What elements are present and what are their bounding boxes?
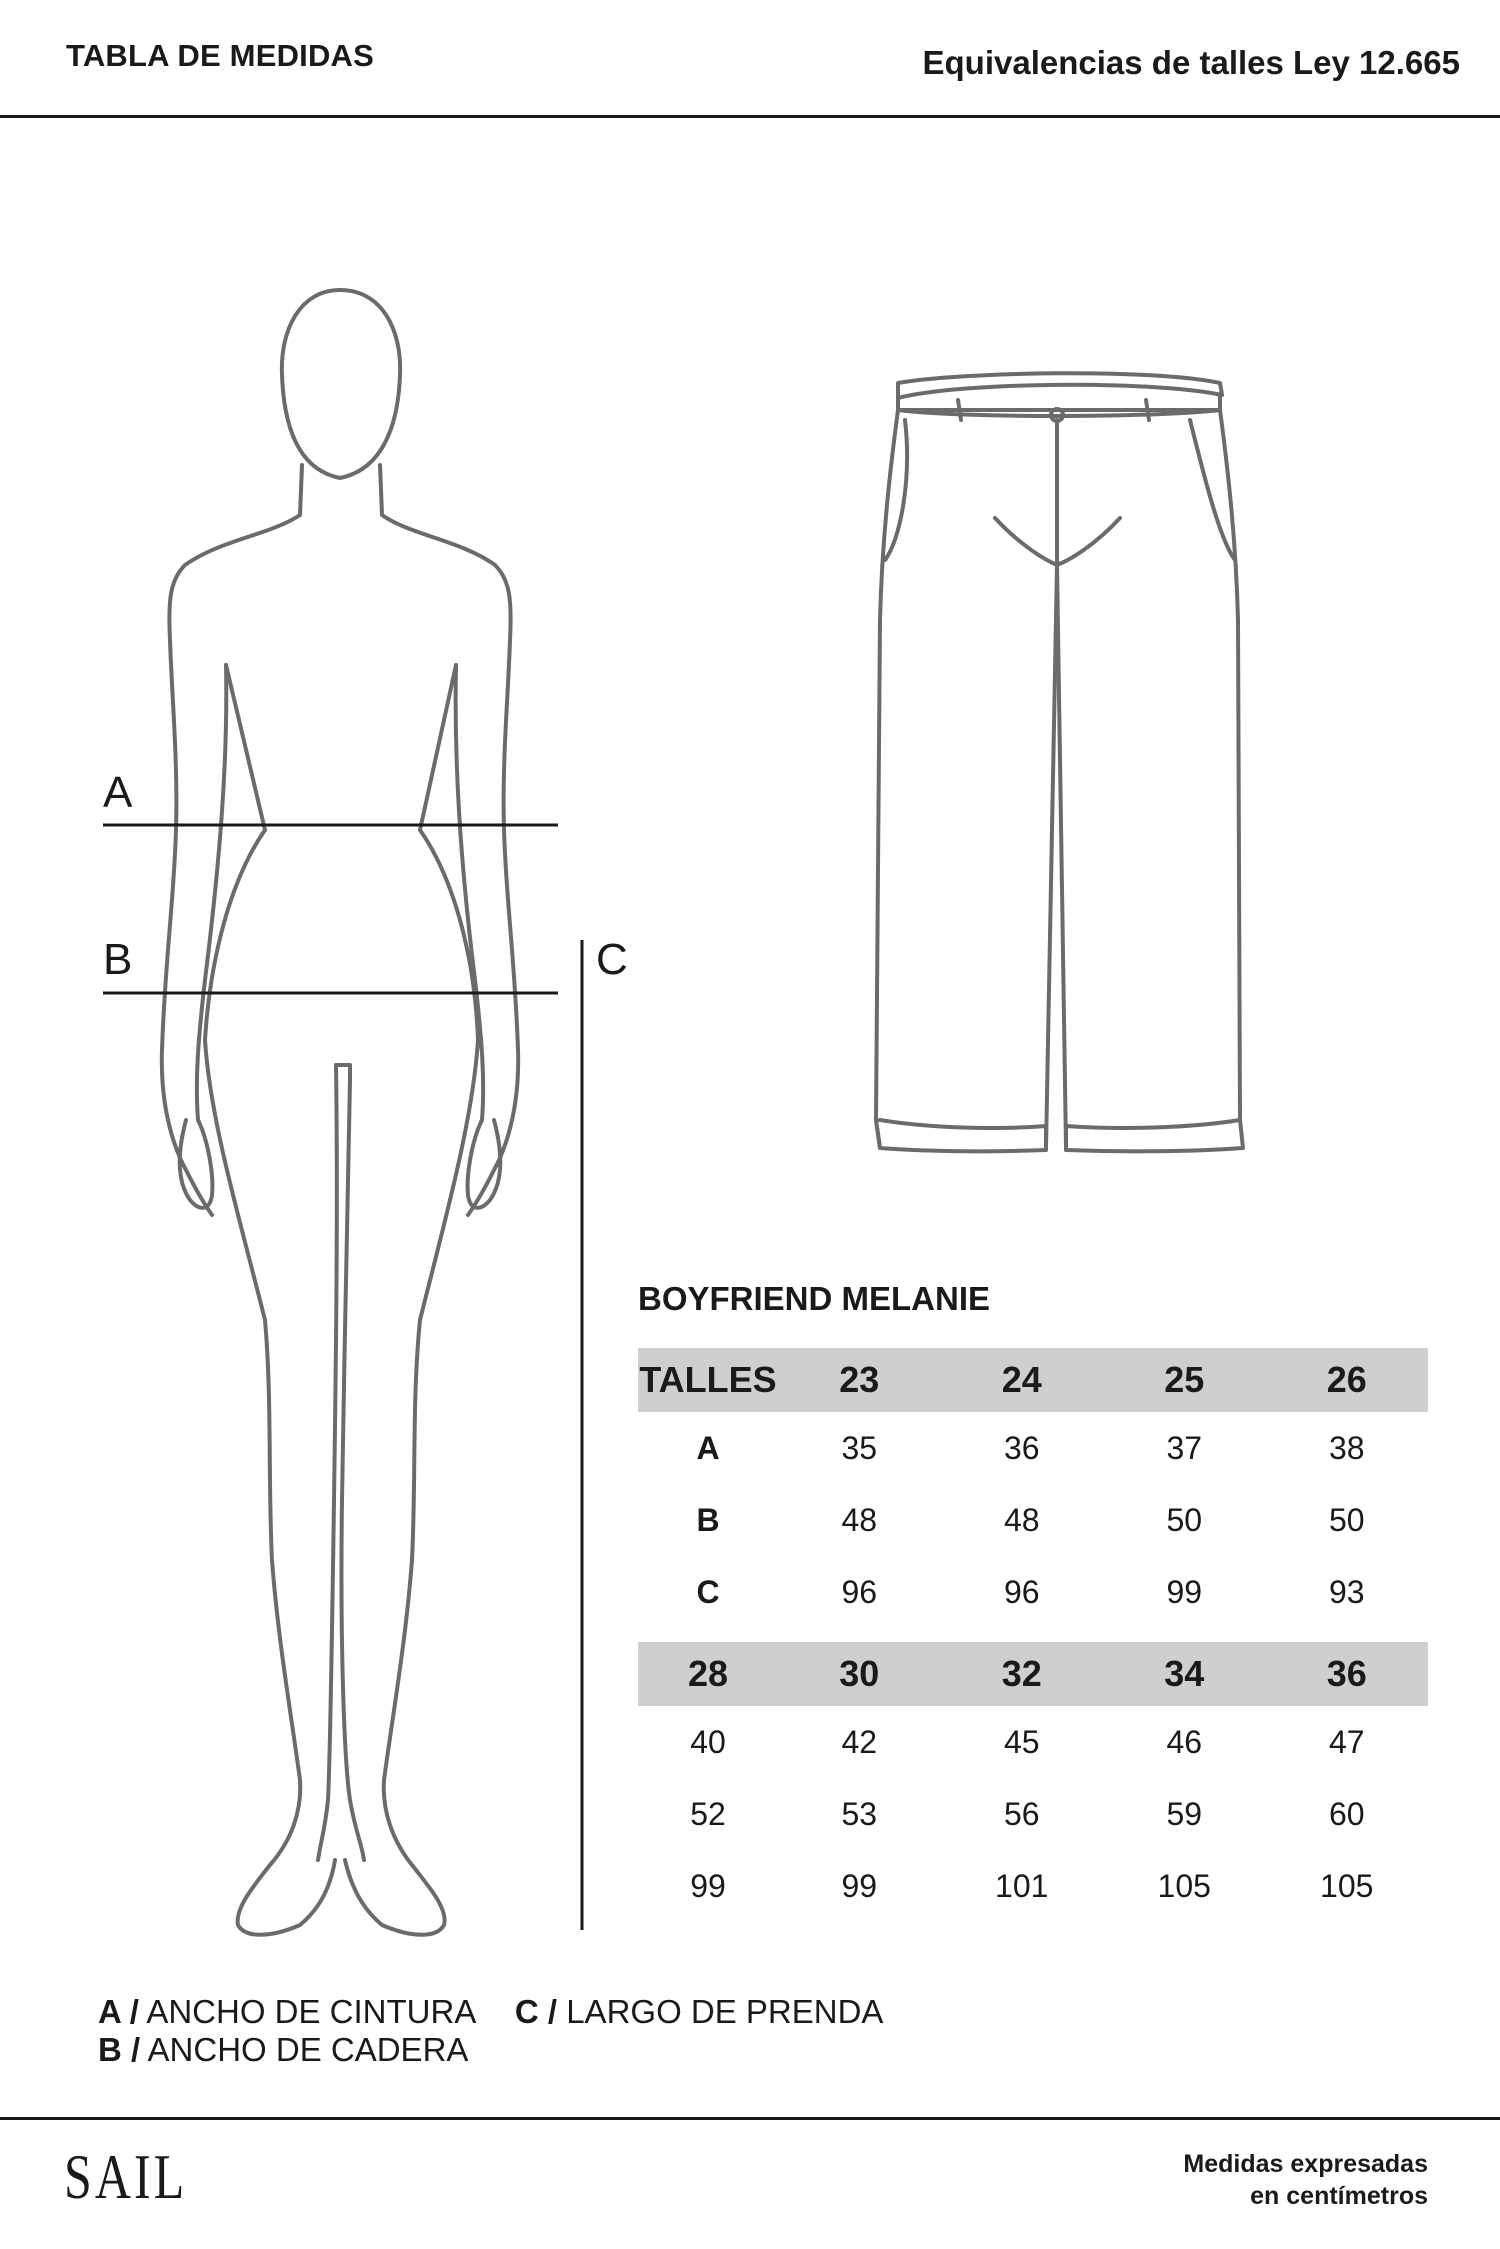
legend-text-b: ANCHO DE CADERA	[147, 2031, 469, 2068]
measurement-legend	[98, 1993, 883, 2069]
table-row	[638, 1778, 1428, 1850]
pants-waistband	[898, 373, 1222, 398]
legend-text-a: ANCHO DE CINTURA	[146, 1993, 475, 2030]
pants-right-side	[1220, 410, 1243, 1148]
legend-row	[98, 1993, 883, 2031]
mannequin-waist-right	[420, 665, 456, 830]
mannequin-arm-left-inner	[197, 665, 226, 1120]
table-row	[638, 1850, 1428, 1922]
size-header-cell: 24	[941, 1348, 1104, 1412]
table-cell: 105	[1320, 1867, 1374, 1904]
size-header-cell: 32	[941, 1642, 1104, 1706]
mannequin-torso-right	[380, 465, 518, 1215]
table-row	[638, 1556, 1428, 1628]
row-label: C	[696, 1573, 720, 1610]
table-cell: 96	[841, 1573, 878, 1610]
product-name: BOYFRIEND MELANIE	[638, 1280, 991, 1317]
table-cell: 42	[841, 1723, 878, 1760]
table-cell: 50	[1166, 1501, 1203, 1538]
measure-label-c: C	[596, 935, 628, 984]
table-cell: 46	[1166, 1723, 1203, 1760]
table-row	[638, 1706, 1428, 1778]
table-cell: 99	[690, 1867, 726, 1904]
table-cell: 60	[1328, 1795, 1365, 1832]
size-header-cell: 30	[778, 1642, 941, 1706]
table-cell: 101	[995, 1867, 1049, 1904]
table-cell: 96	[1003, 1573, 1040, 1610]
pants-cuff-right	[1066, 1120, 1243, 1151]
table-cell: 56	[1003, 1795, 1040, 1832]
table-cell: 59	[1166, 1795, 1203, 1832]
table-cell: 45	[1003, 1723, 1040, 1760]
size-header-cell: 28	[638, 1642, 778, 1706]
table-row	[638, 1412, 1428, 1484]
page-subtitle: Equivalencias de talles Ley 12.665	[922, 44, 1460, 81]
table-cell: 53	[841, 1795, 878, 1832]
table-cell: 40	[690, 1723, 726, 1760]
size-header-cell: 23	[778, 1348, 941, 1412]
mannequin-head	[282, 290, 400, 478]
table-cell: 50	[1328, 1501, 1365, 1538]
mannequin-leg-right	[345, 830, 478, 1935]
table-cell: 48	[1003, 1501, 1040, 1538]
table-cell: 47	[1328, 1723, 1365, 1760]
brand-logo: SAIL	[64, 2141, 188, 2212]
table-cell: 105	[1157, 1867, 1211, 1904]
size-header-cell: 26	[1266, 1348, 1429, 1412]
mannequin-leg-left	[205, 830, 335, 1935]
mannequin-inner-leg	[336, 1065, 364, 1860]
row-label: A	[696, 1429, 720, 1466]
table-cell: 48	[841, 1501, 878, 1538]
units-note	[1183, 2148, 1428, 2212]
units-note-line: Medidas expresadas	[1183, 2150, 1428, 2178]
mannequin-waist-left	[226, 665, 265, 830]
page-title: TABLA DE MEDIDAS	[66, 38, 375, 73]
table-cell: 38	[1328, 1429, 1365, 1466]
table-cell: 93	[1328, 1573, 1365, 1610]
size-header-cell: 34	[1103, 1642, 1266, 1706]
table-cell: 37	[1166, 1429, 1203, 1466]
table-cell: 35	[841, 1429, 878, 1466]
size-header-cell: 36	[1266, 1642, 1429, 1706]
table-cell: 99	[841, 1867, 878, 1904]
table-cell: 99	[1166, 1573, 1203, 1610]
measure-label-a: A	[103, 768, 133, 817]
legend-row	[98, 2031, 883, 2069]
size-header-row	[638, 1348, 1428, 1412]
pants-inseam-left	[1046, 565, 1057, 1148]
size-table	[638, 1348, 1428, 1922]
measure-label-b: B	[103, 935, 133, 984]
legend-key-c: C /	[514, 1993, 558, 2030]
size-header-corner: TALLES	[638, 1348, 778, 1412]
table-cell: 36	[1003, 1429, 1040, 1466]
row-label: B	[696, 1501, 720, 1538]
mannequin-torso-left	[162, 465, 302, 1215]
pants-left-side	[876, 410, 898, 1148]
size-header-cell: 25	[1103, 1348, 1266, 1412]
legend-key-a: A /	[98, 1993, 139, 2030]
footer-divider	[0, 2117, 1500, 2120]
table-cell: 52	[690, 1795, 726, 1832]
size-header-row	[638, 1642, 1428, 1706]
legend-key-b: B /	[98, 2031, 141, 2068]
table-row	[638, 1484, 1428, 1556]
units-note-line: en centímetros	[1250, 2182, 1428, 2210]
pants-inseam-right	[1057, 565, 1066, 1148]
legend-text-c: LARGO DE PRENDA	[566, 1993, 884, 2030]
pants-cuff-left	[876, 1120, 1046, 1151]
